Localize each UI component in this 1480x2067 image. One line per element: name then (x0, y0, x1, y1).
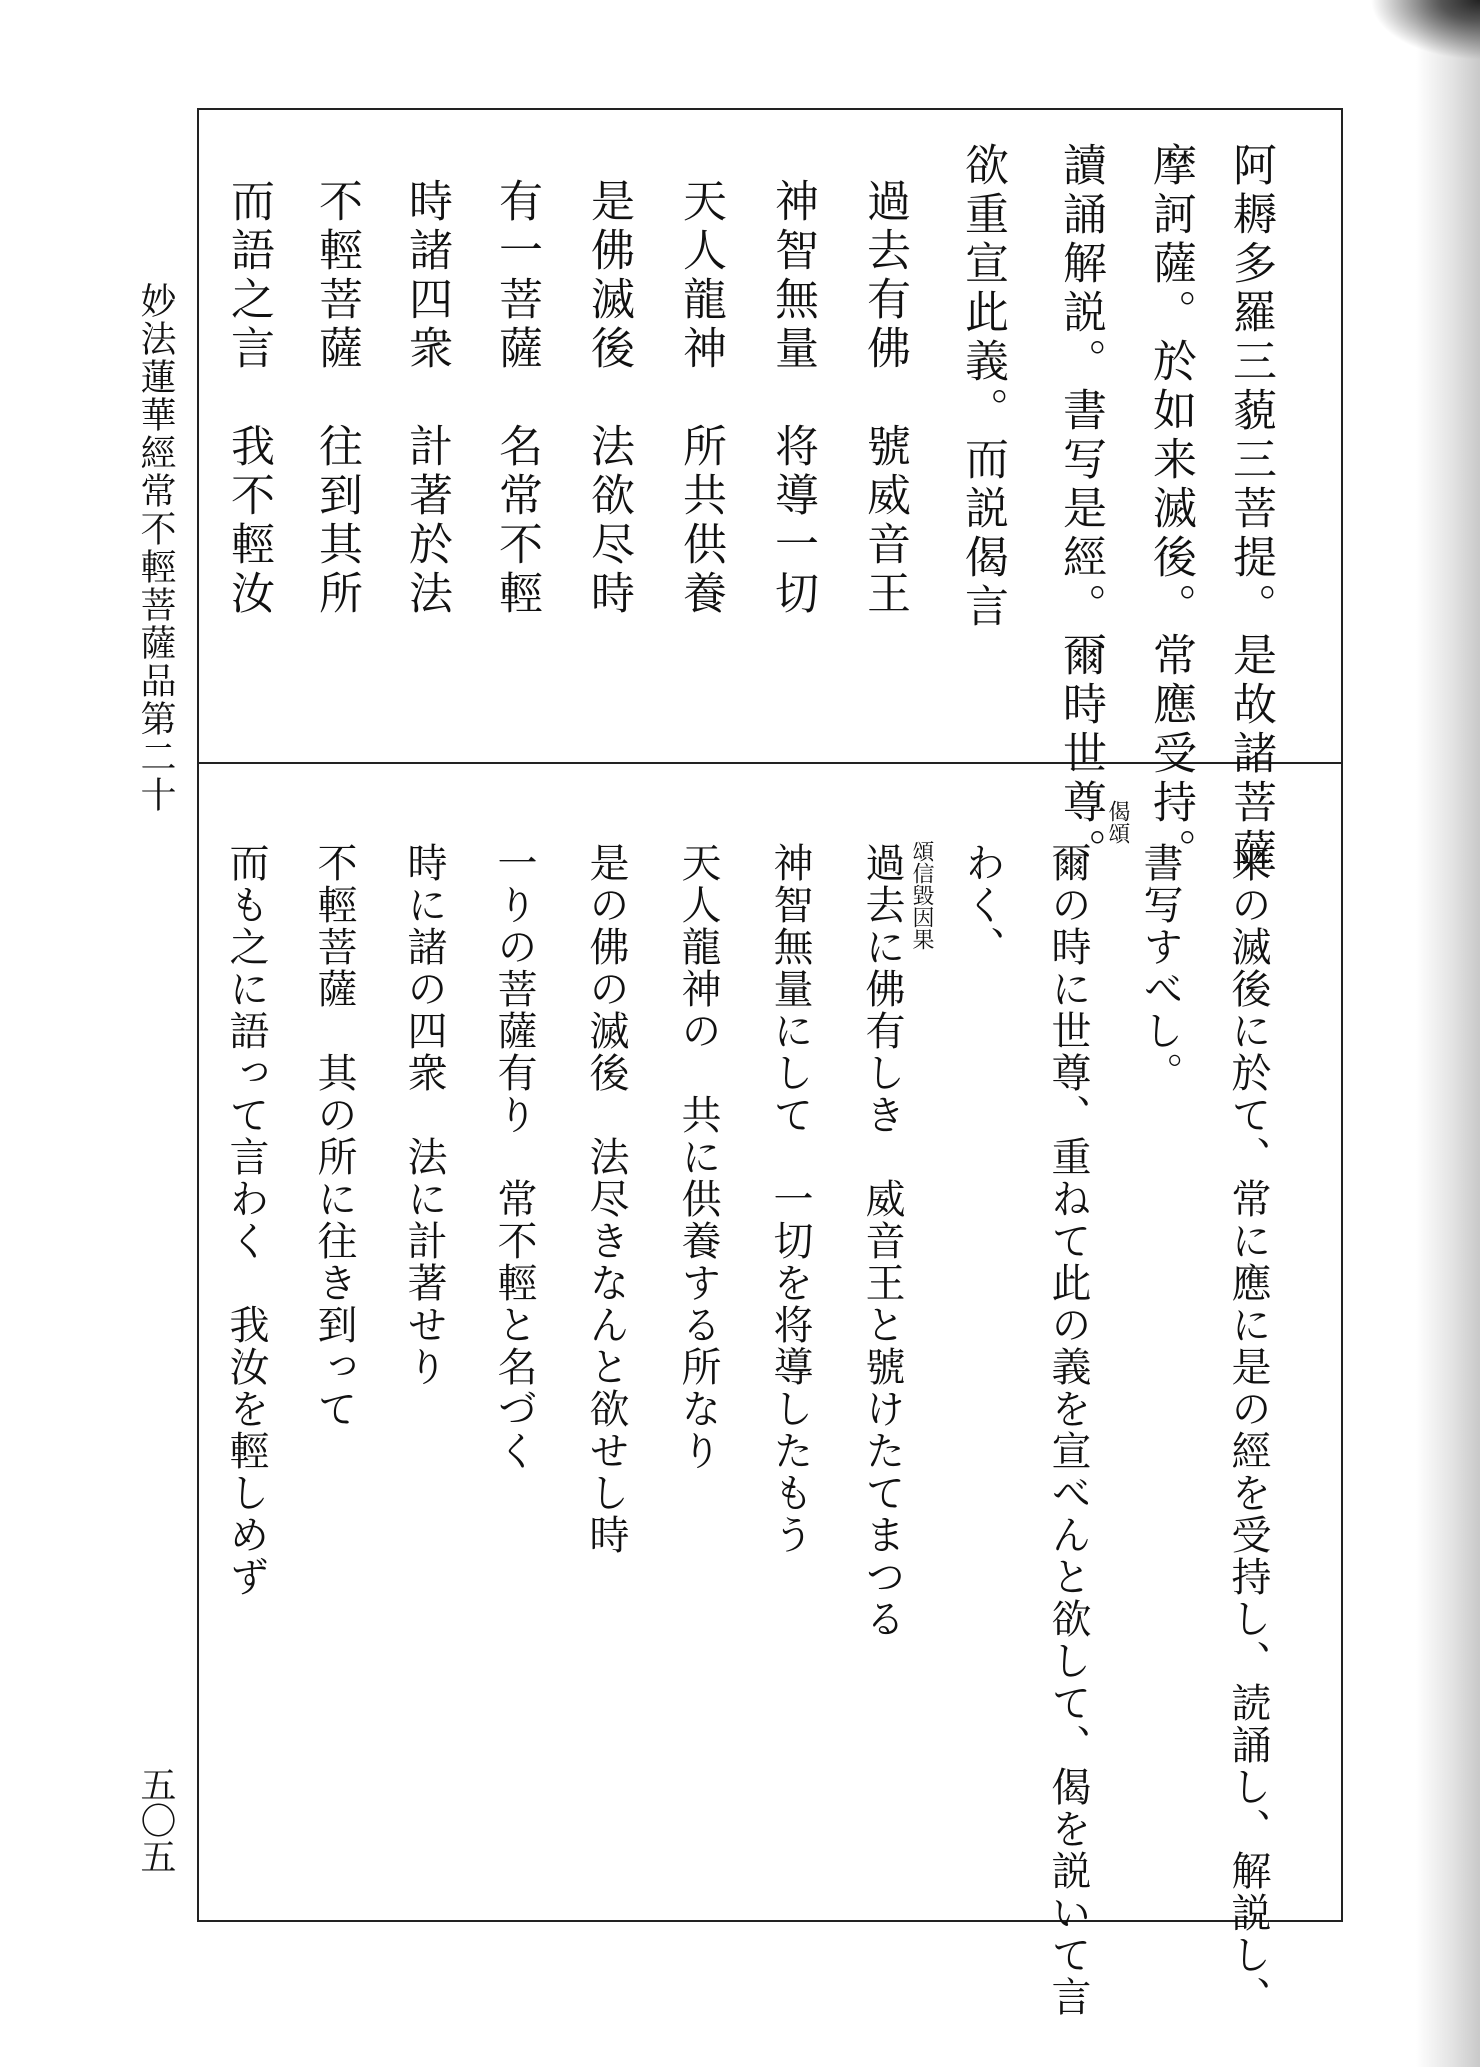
scripture-column: 有一菩薩 名常不輕 (491, 178, 542, 619)
note-shinki-inga: 頌信毀因果 (909, 840, 934, 950)
scripture-column: 過去有佛 號威音王 (859, 178, 910, 619)
scripture-column: 讀誦解説。書写是經。爾時世尊。 (1055, 142, 1106, 877)
kundoku-column: わく、 (959, 842, 1005, 968)
running-head: 妙法蓮華經常不輕菩薩品第二十 (135, 282, 176, 814)
kundoku-column: 而も之に語って言わく 我汝を輕しめず (223, 842, 269, 1598)
kundoku-column: 爾の時に世尊、重ねて此の義を宣べんと欲して、偈を説いて言 (1045, 842, 1091, 2018)
kundoku-column: 天人龍神の 共に供養する所なり (675, 842, 721, 1472)
scripture-column: 不輕菩薩 往到其所 (311, 178, 362, 619)
scripture-column: 摩訶薩。於如来滅後。常應受持。 (1145, 142, 1196, 877)
kundoku-column: 是の佛の滅後 法尽きなんと欲せし時 (583, 842, 629, 1556)
scripture-column: 時諸四衆 計著於法 (401, 178, 452, 619)
kundoku-column: 一りの菩薩有り 常不輕と名づく (491, 842, 537, 1472)
scripture-column: 天人龍神 所共供養 (675, 178, 726, 619)
kundoku-column: 時に諸の四衆 法に計著せり (401, 842, 447, 1388)
scripture-column: 是佛滅後 法欲尽時 (583, 178, 634, 619)
kundoku-column: 過去に佛有しき 威音王と號けたてまつる (859, 842, 905, 1640)
kundoku-column: 書写すべし。 (1137, 842, 1183, 1094)
scripture-column: 神智無量 将導一切 (767, 178, 818, 619)
scripture-column: 欲重宣此義。而説偈言 (957, 142, 1008, 632)
page-corner-shadow (1370, 0, 1480, 60)
kundoku-column: 神智無量にして 一切を将導したもう (767, 842, 813, 1556)
note-geju: 偈頌 (1105, 800, 1130, 844)
scripture-column: 而語之言 我不輕汝 (223, 178, 274, 619)
page-number: 五〇五 (135, 1766, 176, 1874)
scripture-column: 阿耨多羅三藐三菩提。是故諸菩薩 (1225, 142, 1276, 877)
kundoku-column: 来の滅後に於て、常に應に是の經を受持し、読誦し、解説し、 (1225, 842, 1271, 2018)
kundoku-column: 不輕菩薩 其の所に往き到って (311, 842, 357, 1430)
page-edge-shading (1416, 0, 1480, 2067)
